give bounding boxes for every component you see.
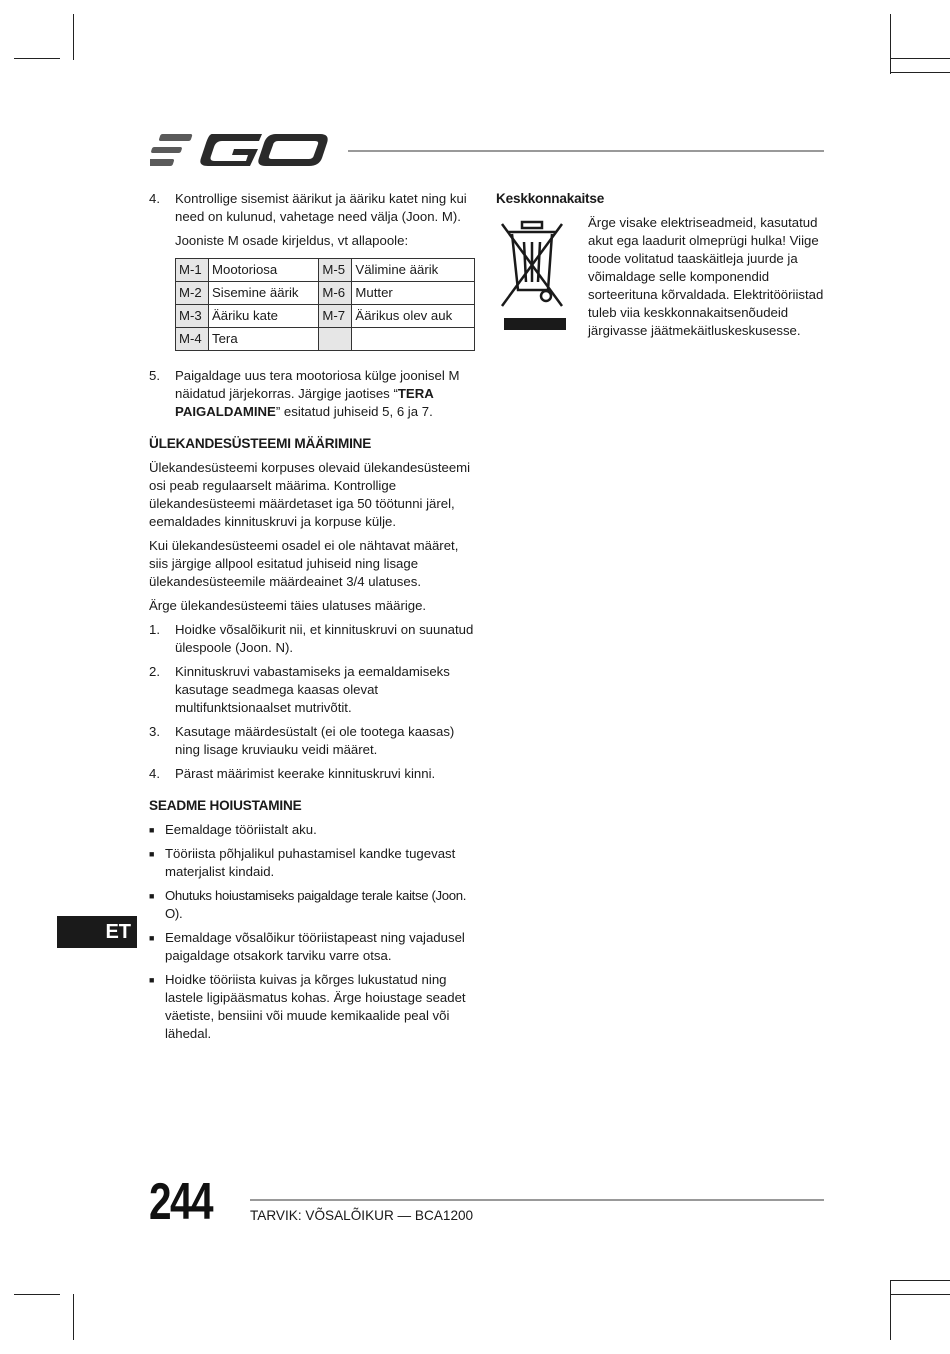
part-desc: Välimine äärik: [352, 259, 475, 282]
left-column: [149, 190, 479, 1049]
footer-rule: [250, 1199, 824, 1201]
part-code: M-3: [176, 305, 209, 328]
header-rule: [348, 150, 824, 152]
item-text-a: Paigaldage uus tera mootoriosa külge joonisel M näidatud järjekorras. Järgige jaotises “: [175, 368, 460, 401]
list-item: [149, 621, 479, 657]
item-text: Kontrollige sisemist äärikut ja ääriku katet ning kui need on kulunud, vahetage need välja (Joon. M).: [175, 191, 467, 224]
environment-text: Ärge visake elektriseadmeid, kasutatud akut ega laadurit olmeprügi hulka! Viige toode volitatud taaskäitleja juurde ja võimaldage selle komponendid sorteerituna kõrvaldada. Elektritööriistad tuleb viia keskkonnakaitsenõudeid järgivasse jäätmekäitluskeskusesse.: [588, 215, 824, 338]
crop-mark: [890, 1280, 950, 1281]
part-desc: Ääriku kate: [209, 305, 319, 328]
lubrication-heading: ÜLEKANDESÜSTEEMI MÄÄRIMINE: [149, 436, 372, 451]
part-code: M-5: [319, 259, 352, 282]
right-column: [496, 190, 826, 340]
lubrication-paragraph-1: Ülekandesüsteemi korpuses olevaid ülekandesüsteemi osi peab regulaarselt määrima. Kontrollige ülekandesüsteemi määrdetaset iga 50 töötunni järel, eemaldades kinnituskruvi ja korpuse külje.: [149, 460, 471, 529]
item-text-b: ” esitatud juhiseid 5, 6 ja 7.: [275, 404, 433, 419]
environment-block: [496, 214, 826, 340]
crop-mark: [73, 14, 74, 60]
parts-caption: Jooniste M osade kirjeldus, vt allapoole:: [175, 233, 409, 248]
part-code-empty: [319, 328, 352, 351]
table-row: [176, 259, 475, 282]
square-bullet-icon: ■: [149, 933, 155, 943]
ego-logo: [150, 130, 330, 170]
item-text: Pärast määrimist keerake kinnituskruvi kinni.: [175, 766, 436, 781]
crop-mark: [73, 1294, 74, 1340]
bullet-text: Hoidke tööriista kuivas ja kõrges lukustatud ning lastele ligipääsmatus kohas. Ärge hoiustage seadet väetiste, bensiini või muude kemikaalide peal või lähedal.: [165, 972, 466, 1041]
part-desc: Mutter: [352, 282, 475, 305]
part-code: M-4: [176, 328, 209, 351]
item-text: [175, 367, 479, 421]
part-code: M-2: [176, 282, 209, 305]
square-bullet-icon: ■: [149, 849, 155, 859]
parts-table: [175, 258, 475, 351]
part-desc-empty: [352, 328, 475, 351]
item-text: Hoidke võsalõikurit nii, et kinnituskruvi on suunatud ülespoole (Joon. N).: [175, 622, 474, 655]
bullet-item: [149, 971, 479, 1043]
bullet-text: Eemaldage tööriistalt aku.: [165, 822, 317, 837]
crop-mark: [890, 14, 891, 74]
bullet-item: [149, 929, 479, 965]
section-reference: TERA PAIGALDAMINE: [175, 386, 434, 419]
crop-mark: [14, 1294, 60, 1295]
item-number: 1.: [149, 622, 160, 637]
item-text: Kinnituskruvi vabastamiseks ja eemaldamiseks kasutage seadmega kaasas olevat multifunktsionaalset mutrivõtit.: [175, 664, 450, 715]
language-tab: ET: [57, 916, 137, 948]
list-item: [149, 765, 479, 783]
square-bullet-icon: ■: [149, 891, 155, 901]
part-desc: Sisemine äärik: [209, 282, 319, 305]
crossed-out-wheelie-bin-icon: [496, 216, 578, 340]
list-item: [149, 663, 479, 717]
item-number: 4.: [149, 766, 160, 781]
lubrication-paragraph-2: Kui ülekandesüsteemi osadel ei ole nähtavat määret, siis järgige allpool esitatud juhiseid ning lisage ülekandesüsteemile määrdeainet 3/4 ulatuses.: [149, 538, 459, 589]
bullet-item: [149, 821, 479, 839]
crop-mark: [890, 1280, 891, 1340]
bullet-text: Eemaldage võsalõikur tööriistapeast ning vajadusel paigaldage otsakork tarviku varre otsa.: [165, 930, 465, 963]
crop-mark: [890, 72, 950, 73]
item-number: 5.: [149, 368, 160, 383]
part-desc: Tera: [209, 328, 319, 351]
page-number: 244: [149, 1173, 212, 1231]
table-row: [176, 282, 475, 305]
crop-mark: [890, 58, 950, 59]
part-code: M-1: [176, 259, 209, 282]
square-bullet-icon: ■: [149, 975, 155, 985]
item-number: 2.: [149, 664, 160, 679]
item-text: Kasutage määrdesüstalt (ei ole tootega kaasas) ning lisage kruviauku veidi määret.: [175, 724, 455, 757]
crop-mark: [14, 58, 60, 59]
list-item: [149, 723, 479, 759]
crop-mark: [890, 1294, 950, 1295]
item-number: 3.: [149, 724, 160, 739]
lubrication-paragraph-3: Ärge ülekandesüsteemi täies ulatuses määrige.: [149, 598, 427, 613]
square-bullet-icon: ■: [149, 825, 155, 835]
bullet-text: Tööriista põhjalikul puhastamisel kandke tugevast materjalist kindaid.: [165, 846, 456, 879]
part-code: M-7: [319, 305, 352, 328]
item-number: 4.: [149, 191, 160, 206]
storage-heading: SEADME HOIUSTAMINE: [149, 798, 302, 813]
table-row: [176, 305, 475, 328]
bullet-item: [149, 887, 479, 923]
list-item: [149, 367, 479, 421]
svg-text:EGO: EGO: [150, 130, 153, 131]
list-item: [149, 190, 479, 226]
bullet-text: Ohutuks hoiustamiseks paigaldage terale kaitse (Joon. O).: [165, 888, 467, 921]
table-row: [176, 328, 475, 351]
part-code: M-6: [319, 282, 352, 305]
bullet-item: [149, 845, 479, 881]
environment-heading: Keskkonnakaitse: [496, 191, 605, 206]
part-desc: Äärikus olev auk: [352, 305, 475, 328]
footer-title: TARVIK: VÕSALÕIKUR — BCA1200: [250, 1208, 474, 1223]
part-desc: Mootoriosa: [209, 259, 319, 282]
